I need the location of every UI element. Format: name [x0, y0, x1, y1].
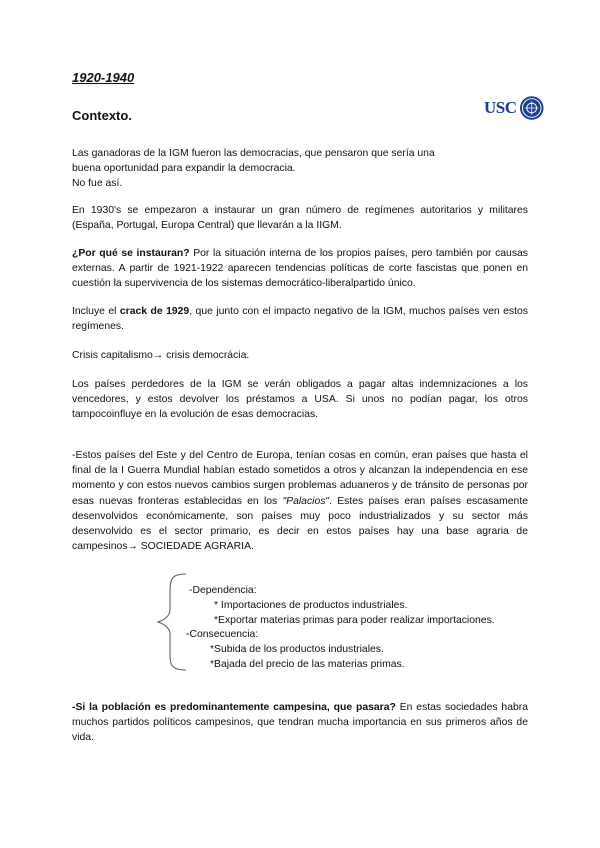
usc-logo	[484, 93, 544, 123]
logo-text: USC	[484, 98, 517, 117]
curly-brace	[150, 572, 190, 672]
dependencia-label: -Dependencia:	[189, 585, 257, 596]
text-line: buena oportunidad para expandir la democracia.	[72, 163, 296, 175]
section-heading: Contexto.	[72, 108, 132, 123]
page-title: 1920-1940	[72, 70, 135, 85]
list-item: *Subida de los productos industriales.	[210, 644, 384, 655]
paragraph-3	[72, 246, 528, 292]
italic-term: "Palacios"	[282, 495, 330, 507]
paragraph-text: , que junto con el impacto negativo de la IGM, muchos países ven estos regímenes.	[72, 306, 528, 333]
paragraph-7	[72, 448, 528, 554]
paragraph-text: -Estos países del Este y del Centro de Europa, tenían cosas en común, eran países que hasta el final de la I Guerra Mundial habían estado sometidos a otros y alcanzan la independencia en ese momento y con estos nuevos cambios surgen problemas aduaneros y de tránsito de personas por esas nuevas fronteras establecidas en los	[72, 450, 528, 507]
paragraph-text: . Estes países eran países escasamente desenvolvidos económicamente, son países muy poco industrializados y su sector más desenvolvido es el sector primario, es decir en estos países hay una base agraria de campesinos→ SOCIEDADE AGRARIA.	[72, 495, 528, 553]
consecuencia-label: -Consecuencia:	[186, 629, 259, 640]
paragraph-5: Crisis capitalismo→ crisis democrácia.	[72, 350, 250, 361]
bold-question: -Si la población es predominantemente campesina, que pasara?	[72, 702, 396, 713]
list-item: * Importaciones de productos industriales.	[214, 600, 408, 611]
seal-icon	[519, 95, 544, 121]
paragraph-text: Incluye el	[72, 306, 120, 317]
list-item: *Exportar materias primas para poder realizar importaciones.	[214, 615, 495, 626]
paragraph-2: En 1930's se empezaron a instaurar un gran número de regímenes autoritarios y militares (España, Portugal, Europa Central) que llevarán a la IIGM.	[72, 205, 528, 232]
bold-question: ¿Por qué se instauran?	[72, 248, 190, 259]
paragraph-4	[72, 304, 528, 334]
text-line: Las ganadoras de la IGM fueron las democracias, que pensaron que sería una	[72, 148, 435, 159]
text-line: No fue así.	[72, 178, 123, 190]
list-item: *Bajada del precio de las materias primas.	[210, 659, 405, 670]
paragraph-text: En estas sociedades habra muchos partidos políticos campesinos, que tendran mucha importancia en sus primeros años de vida.	[72, 702, 529, 744]
bold-term: crack de 1929	[119, 306, 190, 317]
paragraph-text: Por la situación interna de los propios países, pero también por causas externas. A partir de 1921-1922 aparecen tendencias políticas de corte fascistas que ponen en cuestión la supervivencia de los sistemas democrático-liberalpartido único.	[72, 248, 528, 290]
paragraph-1	[72, 146, 528, 192]
paragraph-8	[72, 700, 528, 746]
paragraph-6: Los países perdedores de la IGM se verán obligados a pagar altas indemnizaciones a los vencedores, y estos devolver los préstamos a USA. Si unos no podían pagar, los otros tampocoinfluye en la evolución de esas democracias.	[72, 379, 528, 421]
